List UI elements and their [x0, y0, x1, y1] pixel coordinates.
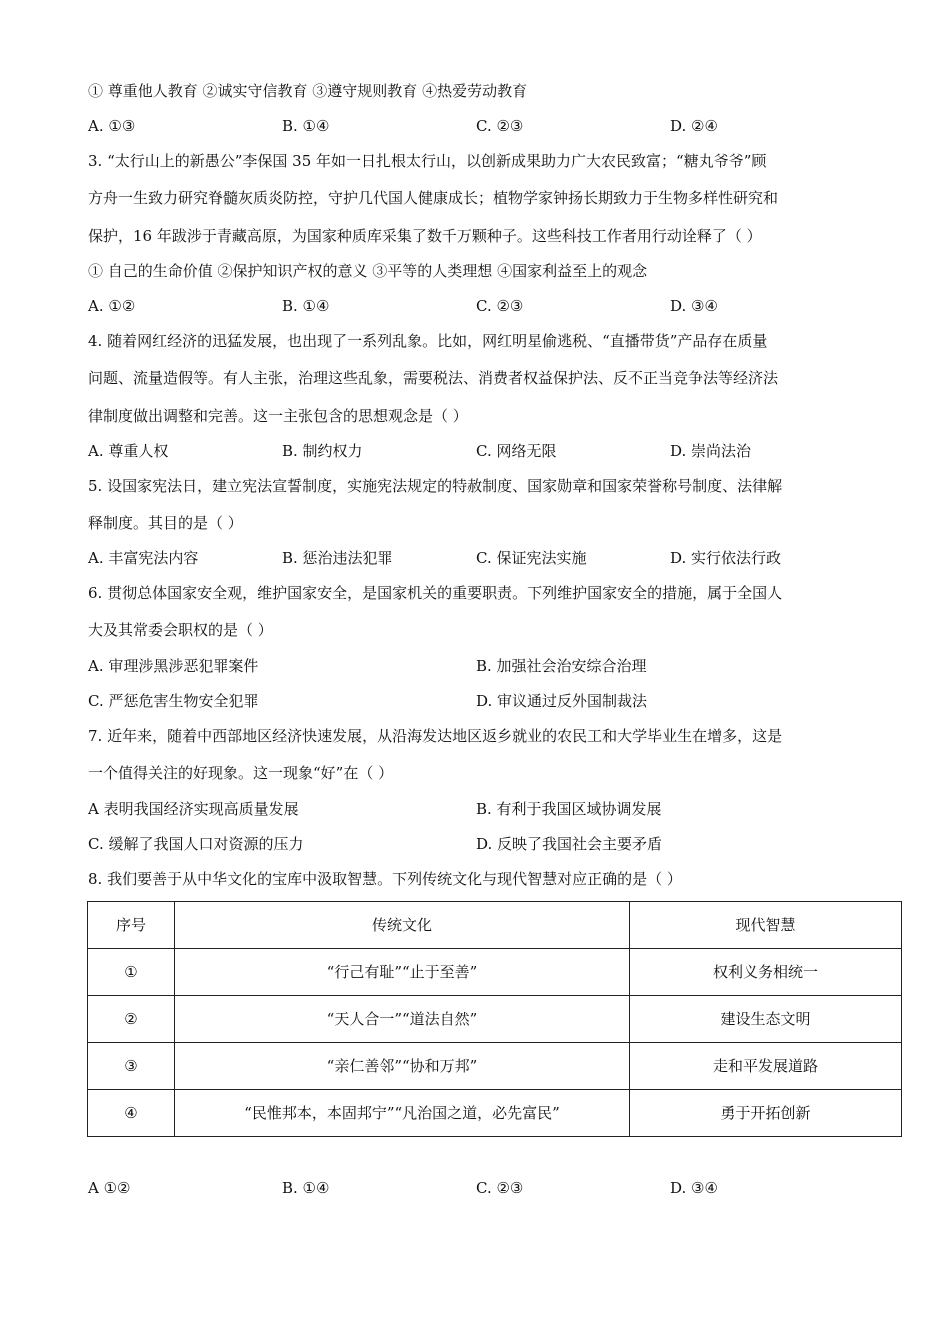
table-row — [88, 996, 902, 1043]
q4-stem-line: 律制度做出调整和完善。这一主张包含的思想观念是（ ） — [88, 407, 468, 425]
table-cell: ② — [88, 996, 175, 1043]
q2-option-b: B. ①④ — [282, 117, 330, 135]
table-row — [88, 949, 902, 996]
table-cell: “天人合一”“道法自然” — [175, 996, 630, 1043]
q2-option-d: D. ②④ — [670, 117, 718, 135]
q6-stem-line: 大及其常委会职权的是（ ） — [88, 621, 273, 639]
q7-option-d: D. 反映了我国社会主要矛盾 — [476, 835, 663, 853]
q7-option-a: A 表明我国经济实现高质量发展 — [88, 800, 299, 818]
q6-option-b: B. 加强社会治安综合治理 — [476, 657, 647, 675]
q5-option-d: D. 实行依法行政 — [670, 549, 782, 567]
q3-stem-line: 3. “太行山上的新愚公”李保国 35 年如一日扎根太行山，以创新成果助力广大农民致富；“糖丸爷爷”顾 — [88, 152, 767, 170]
header-cell: 序号 — [88, 902, 175, 949]
table-row — [88, 1043, 902, 1090]
table-cell: ① — [88, 949, 175, 996]
q8-option-d: D. ③④ — [670, 1179, 718, 1197]
q5-option-a: A. 丰富宪法内容 — [88, 549, 199, 567]
q3-option-b: B. ①④ — [282, 297, 330, 315]
table-cell: ③ — [88, 1043, 175, 1090]
table-cell: 权利义务相统一 — [630, 949, 902, 996]
header-cell: 传统文化 — [175, 902, 630, 949]
q7-stem-line: 一个值得关注的好现象。这一现象“好”在（ ） — [88, 764, 394, 782]
q7-option-c: C. 缓解了我国人口对资源的压力 — [88, 835, 304, 853]
q4-option-d: D. 崇尚法治 — [670, 442, 752, 460]
q5-option-c: C. 保证宪法实施 — [476, 549, 587, 567]
table-cell: ④ — [88, 1090, 175, 1137]
q3-stem-line: 方舟一生致力研究脊髓灰质炎防控，守护几代国人健康成长；植物学家钟扬长期致力于生物多样性研究和 — [88, 189, 779, 207]
table-cell: 勇于开拓创新 — [630, 1090, 902, 1137]
table-header-row — [88, 902, 902, 949]
q6-option-c: C. 严惩危害生物安全犯罪 — [88, 692, 259, 710]
q4-option-a: A. 尊重人权 — [88, 442, 169, 460]
table-row — [88, 1090, 902, 1137]
q4-option-b: B. 制约权力 — [282, 442, 363, 460]
q2-statements: ① 尊重他人教育 ②诚实守信教育 ③遵守规则教育 ④热爱劳动教育 — [88, 82, 528, 100]
q3-statements: ① 自己的生命价值 ②保护知识产权的意义 ③平等的人类理想 ④国家利益至上的观念 — [88, 262, 648, 280]
table-cell: 建设生态文明 — [630, 996, 902, 1043]
q6-option-d: D. 审议通过反外国制裁法 — [476, 692, 648, 710]
q3-option-c: C. ②③ — [476, 297, 524, 315]
q8-option-a: A ①② — [88, 1179, 131, 1197]
header-cell: 现代智慧 — [630, 902, 902, 949]
q8-option-c: C. ②③ — [476, 1179, 524, 1197]
q6-stem-line: 6. 贯彻总体国家安全观，维护国家安全，是国家机关的重要职责。下列维护国家安全的措施，属于全国人 — [88, 584, 783, 602]
q8-option-b: B. ①④ — [282, 1179, 330, 1197]
table-cell: 走和平发展道路 — [630, 1043, 902, 1090]
q3-option-d: D. ③④ — [670, 297, 718, 315]
q6-option-a: A. 审理涉黑涉恶犯罪案件 — [88, 657, 259, 675]
q5-stem-line: 5. 设国家宪法日，建立宪法宣誓制度，实施宪法规定的特赦制度、国家勋章和国家荣誉称号制度、法律解 — [88, 477, 783, 495]
q4-option-c: C. 网络无限 — [476, 442, 557, 460]
table-cell: “行己有耻”“止于至善” — [175, 949, 630, 996]
q4-stem-line: 问题、流量造假等。有人主张，治理这些乱象，需要税法、消费者权益保护法、反不正当竞争法等经济法 — [88, 369, 779, 387]
q3-stem-line: 保护，16 年跋涉于青藏高原，为国家种质库采集了数千万颗种子。这些科技工作者用行动诠释了（ ） — [88, 227, 762, 245]
q7-option-b: B. 有利于我国区域协调发展 — [476, 800, 662, 818]
q4-stem-line: 4. 随着网红经济的迅猛发展，也出现了一系列乱象。比如，网红明星偷逃税、“直播带货”产品存在质量 — [88, 332, 768, 350]
table-cell: “亲仁善邻”“协和万邦” — [175, 1043, 630, 1090]
q8-table — [87, 901, 902, 1137]
q7-stem-line: 7. 近年来，随着中西部地区经济快速发展，从沿海发达地区返乡就业的农民工和大学毕业生在增多，这是 — [88, 727, 783, 745]
q2-option-c: C. ②③ — [476, 117, 524, 135]
q3-option-a: A. ①② — [88, 297, 136, 315]
q2-option-a: A. ①③ — [88, 117, 136, 135]
q5-option-b: B. 惩治违法犯罪 — [282, 549, 393, 567]
q8-stem: 8. 我们要善于从中华文化的宝库中汲取智慧。下列传统文化与现代智慧对应正确的是（ ） — [88, 870, 682, 888]
table-cell: “民惟邦本，本固邦宁”“凡治国之道，必先富民” — [175, 1090, 630, 1137]
q5-stem-line: 释制度。其目的是（ ） — [88, 514, 243, 532]
